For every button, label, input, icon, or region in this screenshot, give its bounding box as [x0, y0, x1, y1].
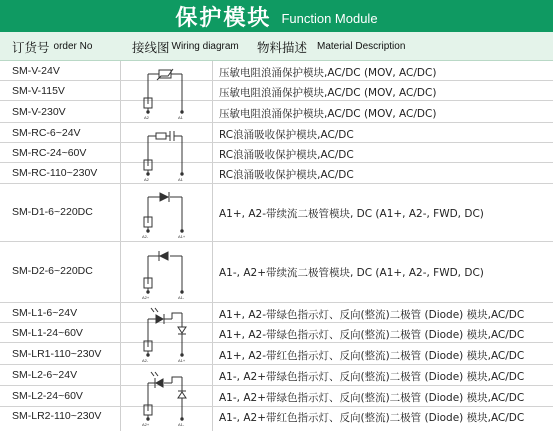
mov-wiring-diagram-icon	[140, 64, 190, 120]
table-row	[0, 365, 553, 386]
description: 压敏电阻浪涌保护模块,AC/DC (MOV, AC/DC)	[219, 108, 437, 120]
diode-d1-wiring-diagram-icon	[140, 187, 190, 239]
order-number: SM-V-115V	[12, 85, 65, 97]
svg-text:A2+: A2+	[142, 422, 150, 427]
table-row	[0, 242, 553, 303]
description: 压敏电阻浪涌保护模块,AC/DC (MOV, AC/DC)	[219, 67, 437, 79]
led-l1-wiring-diagram-icon	[140, 305, 190, 363]
order-number: SM-V-230V	[12, 106, 66, 118]
svg-text:A2-: A2-	[142, 358, 149, 363]
table-row	[0, 163, 553, 184]
svg-text:A1-: A1-	[178, 295, 185, 300]
order-number: SM-V-24V	[12, 65, 60, 77]
order-number: SM-LR2-110~230V	[12, 410, 102, 422]
table-row	[0, 101, 553, 123]
table-row	[0, 81, 553, 101]
svg-text:A1: A1	[178, 115, 183, 120]
svg-text:A2+: A2+	[142, 295, 150, 300]
description: A1+, A2-带绿色指示灯、反向(整流)二极管 (Diode) 模块,AC/DC	[219, 309, 525, 321]
svg-text:A1: A1	[178, 177, 183, 182]
table-row	[0, 323, 553, 343]
order-number: SM-D2-6~220DC	[12, 265, 93, 277]
header-material-description: 物料描述 Material Description	[257, 39, 406, 55]
order-number: SM-LR1-110~230V	[12, 348, 102, 360]
description: RC浪涌吸收保护模块,AC/DC	[219, 169, 354, 181]
page-banner	[0, 0, 553, 32]
table-row	[0, 303, 553, 323]
description: RC浪涌吸收保护模块,AC/DC	[219, 149, 354, 161]
description: 压敏电阻浪涌保护模块,AC/DC (MOV, AC/DC)	[219, 87, 437, 99]
svg-text:A1+: A1+	[178, 358, 186, 363]
diode-d2-wiring-diagram-icon	[140, 246, 190, 300]
description: A1+, A2-带绿色指示灯、反向(整流)二极管 (Diode) 模块,AC/DC	[219, 329, 525, 341]
svg-text:A2-: A2-	[142, 234, 149, 239]
svg-text:A1+: A1+	[178, 234, 186, 239]
description: A1-, A2+带绿色指示灯、反向(整流)二极管 (Diode) 模块,AC/DC	[219, 371, 525, 383]
description: RC浪涌吸收保护模块,AC/DC	[219, 129, 354, 141]
led-l2-wiring-diagram-icon	[140, 367, 190, 429]
description: A1-, A2+带绿色指示灯、反向(整流)二极管 (Diode) 模块,AC/DC	[219, 392, 525, 404]
svg-text:A2: A2	[144, 115, 149, 120]
rc-wiring-diagram-icon	[140, 126, 190, 182]
order-number: SM-D1-6~220DC	[12, 206, 93, 218]
description: A1-, A2+带红色指示灯、反向(整流)二极管 (Diode) 模块,AC/DC	[219, 412, 525, 424]
order-number: SM-RC-24~60V	[12, 147, 87, 159]
table-row	[0, 61, 553, 81]
table-row	[0, 407, 553, 431]
svg-text:A2: A2	[144, 177, 149, 182]
table-row	[0, 143, 553, 163]
order-number: SM-L2-24~60V	[12, 390, 83, 402]
banner-title-en: Function Module	[281, 11, 378, 26]
table-row	[0, 184, 553, 242]
banner-title-zh: 保护模块	[175, 5, 272, 31]
order-number: SM-RC-110~230V	[12, 167, 98, 179]
table-row	[0, 123, 553, 143]
header-order-no: 订货号 order No	[12, 39, 93, 55]
order-number: SM-RC-6~24V	[12, 127, 81, 139]
order-number: SM-L1-24~60V	[12, 327, 83, 339]
table-header	[0, 32, 553, 61]
description: A1+, A2-带红色指示灯、反向(整流)二极管 (Diode) 模块,AC/DC	[219, 350, 525, 362]
table-row	[0, 386, 553, 407]
order-number: SM-L1-6~24V	[12, 307, 78, 319]
description: A1+, A2-带续流二极管模块, DC (A1+, A2-, FWD, DC)	[219, 208, 484, 220]
order-number: SM-L2-6~24V	[12, 369, 78, 381]
svg-text:A1-: A1-	[178, 422, 185, 427]
description: A1-, A2+带续流二极管模块, DC (A1+, A2-, FWD, DC)	[219, 267, 484, 279]
header-wiring-diagram: 接线图 Wiring diagram	[132, 39, 239, 55]
table-row	[0, 343, 553, 365]
